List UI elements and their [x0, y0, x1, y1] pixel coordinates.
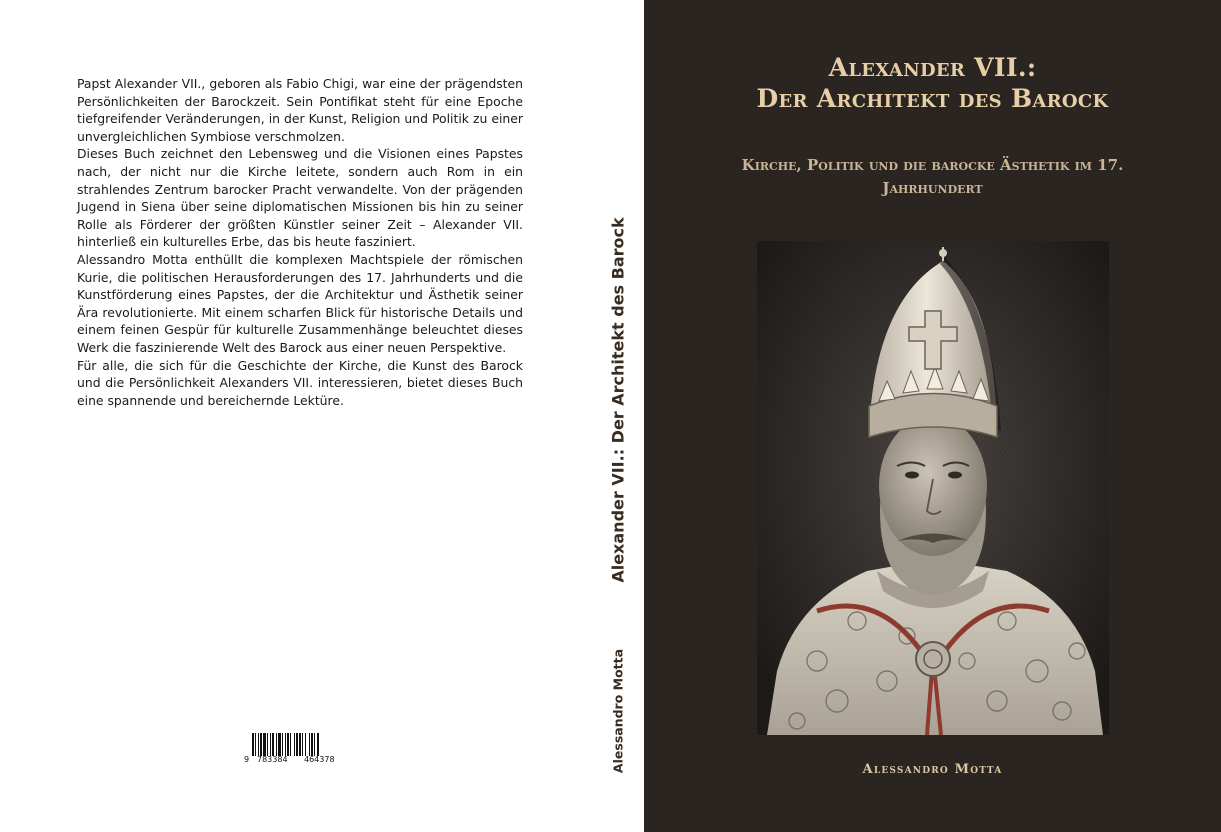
- spine-title: Alexander VII.: Der Architekt des Barock: [608, 217, 628, 583]
- pope-portrait-image: [757, 241, 1109, 735]
- barcode-bars: [252, 733, 346, 756]
- blurb-paragraph: Alessandro Motta enthüllt die komplexen Machtspiele der römischen Kurie, die politischen Herausforderungen des 17. Jahrhunderts und die Kunstförderung eines Papstes, der die Architektur und Ästhetik seiner Ära revolutionierte. Mit einem scharfen Blick für historische Details und einem feinen Gespür für kulturelle Zusammenhänge beleuchtet dieses Werk die faszinierende Welt des Barock aus einer neuen Perspektive.: [77, 251, 523, 355]
- blurb-paragraph: Papst Alexander VII., geboren als Fabio Chigi, war eine der prägendsten Persönlichkeiten der Barockzeit. Sein Pontifikat steht für eine Epoche tiefgreifender Veränderungen, in der Kunst, Religion und Politik zu einer unvergleichlichen Symbiose verschmolzen.: [77, 76, 523, 144]
- spine-author: Alessandro Motta: [610, 648, 626, 774]
- barcode-first-digit: 9: [244, 755, 250, 764]
- barcode-left-digits: 783384: [257, 755, 288, 764]
- title-line-2: Der Architekt des Barock: [756, 84, 1109, 113]
- back-cover-blurb: [77, 75, 523, 409]
- front-author: Alessandro Motta: [862, 762, 1003, 777]
- blurb-paragraph: Dieses Buch zeichnet den Lebensweg und die Visionen eines Papstes nach, der nicht nur die Kirche leitete, sondern auch Rom in ein strahlendes Zentrum barocker Pracht verwandelte. Von der prägenden Jugend in Siena über seine diplomatischen Missionen bis hin zu seiner Rolle als Förderer der größten Künstler seiner Zeit – Alexander VII. hinterließ ein kulturelles Erbe, das bis heute fasziniert.: [77, 146, 523, 250]
- isbn-barcode: [244, 733, 348, 767]
- book-subtitle: Kirche, Politik und die barocke Ästhetik im 17. Jahrhundert: [741, 156, 1124, 197]
- title-line-1: Alexander VII.:: [828, 53, 1037, 82]
- book-title: [644, 52, 1221, 114]
- back-cover: [0, 0, 600, 832]
- barcode-numbers: [244, 755, 348, 767]
- barcode-right-digits: 464378: [304, 755, 335, 764]
- front-cover: [644, 0, 1221, 832]
- spine: [592, 0, 644, 832]
- blurb-paragraph: Für alle, die sich für die Geschichte der Kirche, die Kunst des Barock und die Persönlichkeit Alexanders VII. interessieren, bietet dieses Buch eine spannende und bereichernde Lektüre.: [77, 357, 523, 408]
